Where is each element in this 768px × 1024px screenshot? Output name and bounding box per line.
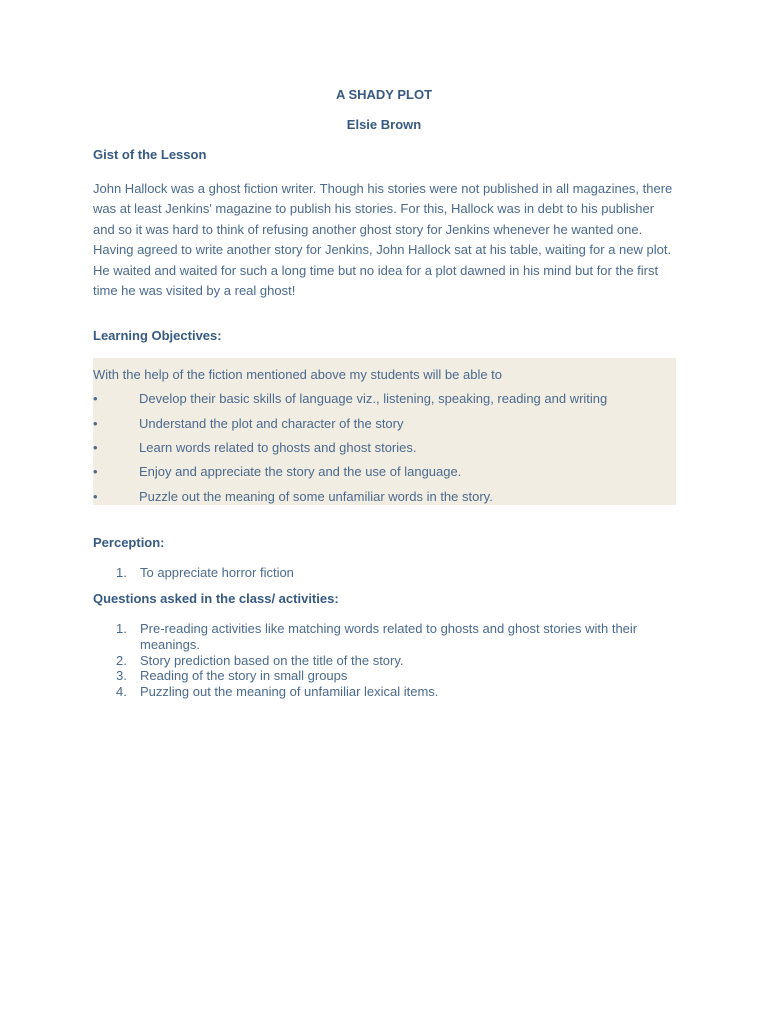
objective-item bbox=[93, 464, 676, 484]
bullet-icon: • bbox=[93, 391, 98, 406]
objective-text: Develop their basic skills of language viz., listening, speaking, reading and writing bbox=[139, 391, 608, 406]
objective-text: Enjoy and appreciate the story and the use of language. bbox=[139, 464, 462, 479]
gist-heading: Gist of the Lesson bbox=[93, 147, 207, 162]
bullet-icon: • bbox=[93, 489, 98, 504]
objective-item bbox=[93, 391, 676, 411]
item-text: Puzzling out the meaning of unfamiliar lexical items. bbox=[140, 684, 439, 699]
item-text: Pre-reading activities like matching words related to ghosts and ghost stories with their meanings. bbox=[140, 621, 638, 652]
perception-heading: Perception: bbox=[93, 535, 165, 550]
objective-item bbox=[93, 440, 676, 460]
document-author: Elsie Brown bbox=[346, 117, 422, 132]
item-number: 2. bbox=[116, 653, 127, 668]
item-text: To appreciate horror fiction bbox=[140, 565, 294, 580]
item-number: 4. bbox=[116, 684, 127, 699]
item-text: Reading of the story in small groups bbox=[140, 668, 348, 683]
item-number: 1. bbox=[116, 565, 127, 580]
objective-text: Learn words related to ghosts and ghost stories. bbox=[139, 440, 417, 455]
objective-text: Puzzle out the meaning of some unfamiliar words in the story. bbox=[139, 489, 493, 504]
questions-heading: Questions asked in the class/ activities: bbox=[93, 591, 339, 606]
item-number: 1. bbox=[116, 621, 127, 636]
objectives-heading: Learning Objectives: bbox=[93, 328, 222, 343]
objectives-intro: With the help of the fiction mentioned above my students will be able to bbox=[93, 367, 503, 382]
item-number: 3. bbox=[116, 668, 127, 683]
document-title: A SHADY PLOT bbox=[335, 87, 433, 102]
objective-item bbox=[93, 416, 676, 436]
objective-text: Understand the plot and character of the story bbox=[139, 416, 404, 431]
objective-item bbox=[93, 489, 676, 509]
bullet-icon: • bbox=[93, 464, 98, 479]
item-text: Story prediction based on the title of the story. bbox=[140, 653, 404, 668]
bullet-icon: • bbox=[93, 416, 98, 431]
gist-paragraph: John Hallock was a ghost fiction writer. Though his stories were not published in all magazines, there was at least Jenkins' magazine to publish his stories. For this, Hallock was in debt to his publisher and so it was hard to think of refusing another ghost story for Jenkins whenever he wanted one. Having agreed to write another story for Jenkins, John Hallock sat at his table, waiting for a new plot. He waited and waited for such a long time but no idea for a plot dawned in his mind but for the first time he was visited by a real ghost! bbox=[93, 181, 673, 299]
bullet-icon: • bbox=[93, 440, 98, 455]
